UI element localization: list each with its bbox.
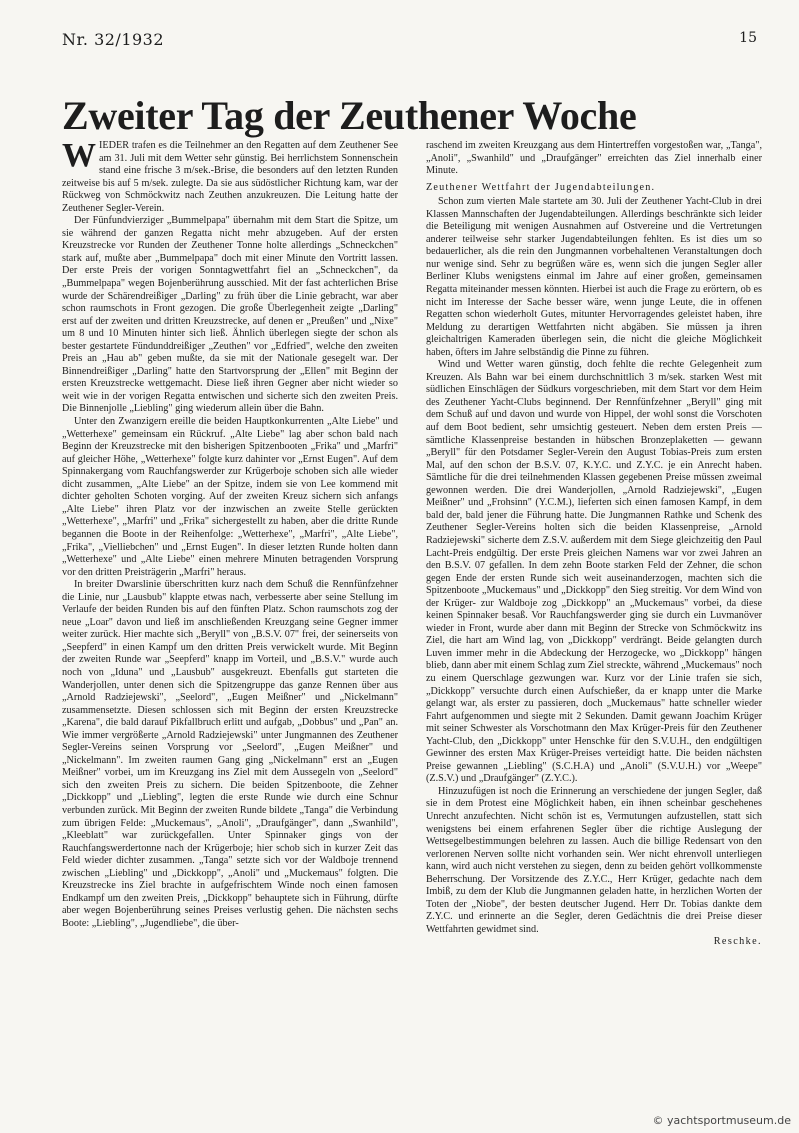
drop-cap: W [62,140,96,174]
page-number: 15 [739,30,757,46]
paragraph-4: In breiter Dwarslinie überschritten kurz nach dem Schuß die Rennfünfzehner die Linie, nur „Lausbub" klappte etwas nach, verbesserte aber seine Stellung im Verlaufe der beiden Runden bis auf den fünften Platz. Schon raumschots zog der neue „Loar" davon und ließ im anschließenden Kreuzgang seine Gegner immer weiter zurück. Hier machte sich „Beryll" von „B.S.V. 07" frei, der seinerseits von „Seepferd" in einen Kampf um den dritten Preis verwickelt wurde. Mit Beginn der zweiten Runde war „Seepferd" knapp im Vorteil, und „B.S.V." wurde auch noch von „Iduna" und „Lausbub" ausgekreuzt. Ebenfalls gut starteten die Wanderjollen, unter denen sich die Spitzengruppe das ganze Rennen über aus „Arnold Radziejewski", „Seelord", „Eugen Meißner" und „Nickelmann" zusammensetzte. Diesen schlossen sich mit Beginn der ersten Kreuzstrecke „Karena", die bald darauf Pikfallbruch erlitt und aufgab, „Dobbus" und „Pan" an. Wie immer vergrößerte „Arnold Radziejewski" unter Jungmannen des Zeuthener Segler-Vereins seinen Vorsprung vor „Seelord", „Eugen Meißner" und „Nickelmann". Im zweiten raumen Gang ging „Nickelmann" erst an „Eugen Meißner" vorbei, um im Kreuzgang ins Ziel mit dem Aussegeln von „Seelord" sich den zweiten Preis zu sichern. Die beiden Spitzenboote, die Zehner „Dickkopp" und „Liebling", legten die erste Runde wie durch eine Schnur verbunden zurück. Mit Beginn der zweiten Runde bildete „Tanga" die Verbindung zum übrigen Felde: „Muckemaus", „Anoli", „Draufgänger", dann „Swanhild", „Kleeblatt" war zurückgefallen. Unter Spinnaker gings von der Rauchfangswerdertonne nach der Krügerboje; hier schob sich in kurzer Zeit das Feld wieder dichter zusammen. „Tanga" setzte sich vor der Waldboje trennend zwischen „Liebling" und „Dickkopp", „Anoli" und „Muckemaus" folgten. Die Kreuzstrecke ins Ziel brachte in aufgefrischtem Winde noch einen famosen Endkampf um den zweiten Preis, „Dickkopp" behauptete sich in Führung, dürfte aber wegen Bojenberührung seines Preises verlustig gehen. Die nächsten sechs Boote: „Liebling", „Jugendliebe", die über- [62,579,398,929]
paragraph-2: Der Fünfundvierziger „Bummelpapa" übernahm mit dem Start die Spitze, um sie während der ganzen Regatta nicht mehr abzugeben. Auf der ersten Kreuzstrecke vor Runden der Zeuthener Tonne holte allerdings „Schneckchen" stark auf, mußte aber „Bummelpapa" doch mit einer Minute den Vortritt lassen. Der erste Preis der vorigen Sonntagwettfahrt fiel an „Schneckchen", da „Bummelpapa" wegen Bojenberührung ausschied. Mit der fast achterlichen Brise wurde der Schärendreißiger „Darling" zu früh über die Linie gebracht, war aber schon raumschots in Front gezogen. Die große Überlegenheit zeigte „Darling" erst auf der zweiten und dritten Kreuzstrecke, auf denen er „Preußen" und „Nixe" um 8 und 10 Minuten hinter sich ließ. Ähnlich überlegen siegte der schon als bester gestartete Fündunddreißiger „Zeuthen" vor „Edfried", welche den zweiten Preis an „Hau ab" geben mußte, da sie mit der Nationale gesegelt war. Der Binnendreißiger „Darling" hatte den Startvorsprung der „Ellen" mit Beginn der ersten Kreuzstrecke wettgemacht. Diese ließ ihren Gegner aber nicht wieder so weit wie in der vorigen Regatta entwischen und sicherte sich den zweiten Preis. Die Binnenjolle „Liebling" ging wiederum allein über die Bahn. [62,215,398,415]
paragraph-6: Schon zum vierten Male startete am 30. Juli der Zeuthener Yacht-Club in drei Klassen Mannschaften der Jugendabteilungen. Allerdings beschränkte sich leider die Beteiligung mit wenigen Ausnahmen auf Ostvereine und die Vertretungen anderer teilweise sehr starker Jugendabteilungen fehlten. Es ist dies um so bedauerlicher, als die rein den Jungmannen vorbehaltenen Veranstaltungen doch nur wenige sind. Sehr zu begrüßen wäre es, wenn sich die jungen Segler aller Berliner Klubs wenigstens einmal im Jahre auf einer großen, gemeinsamen Regatta miteinander messen könnten. Hierbei ist auch die Frage zu erörtern, ob es nicht im Interesse der Sache besser wäre, wenn junge Leute, die in offenen Regatten schon wiederholt Gutes, mitunter Hervorragendes geleistet haben, ihre Meldung zu derartigen Wettfahrten nicht abgäben. Sie müssen ja ihren gleichaltrigen Kameraden überlegen sein, die nicht die gleiche Möglichkeit haben, öfters im Jahre selbständig die Pinne zu führen. [426,196,762,358]
paragraph-7: Wind und Wetter waren günstig, doch fehlte die rechte Gelegenheit zum Kreuzen. Als Bahn war bei einem durchschnittlich 3 m/sek. starken West mit südlichen Einschlägen der Südkurs vorgeschrieben, mit dem Start vor dem Heim des Zeuthener Yacht-Clubs beginnend. Der Rennfünfzehner „Beryll" ging mit dem Schuß auf und davon und wurde von Hippel, der wohl sonst die Vorschoten auf dem Boot bedient, sehr umsichtig gesteuert. Neben dem ersten Preis — sämtliche Klassenpreise bestanden in hübschen Bronzeplaketten — gewann „Beryll" für den Potsdamer Segler-Verein den August Tobias-Preis zum ersten Mal, auf den schon der B.S.V. 07, K.Y.C. und Z.Y.C. je ein Anrecht haben. Sämtliche für die drei teilnehmenden Klassen gegebenen Preise müssen zweimal gewonnen werden. Die drei Wanderjollen, „Arnold Radziejewski", „Eugen Meißner" und „Frohsinn" (Y.C.M.), lieferten sich einen famosen Kampf, in dem bald der, bald jener die Führung hatte. Die Jungmannen Rathke und Schenk des Zeuthener Segler-Vereins holten sich die beiden Klassenpreise, „Arnold Radziejewski" sicherte dem Z.S.V. außerdem mit dem Siege gleichzeitig den Paul Lacht-Preis endgültig. Der erste Preis gleichen Namens war vor zwei Jahren an den B.S.V. 07 gefallen. In dem zehn Boote starken Feld der Zehner, die schon gegen Ende der ersten Runde sich weit auseinanderzogen, machten sich die Spitzenboote „Muckemaus" und „Dickkopp" den Sieg streitig. Vor dem Wind von der Krüger- zur Waldboje zog „Dickkopp" an „Muckemaus" vorbei, da diese keinen Spinnaker besaß. Vor Rauchfangswerder ging sie durch ein Luvmanöver wieder in Front, wurde aber dann mit Beginn der Strecke von Schmöckwitz ins Ziel, die hart am Wind lag, von „Dickkopp" verdrängt. Beide gelangten durch Luven immer mehr in die Abdeckung der Herzogecke, wo „Dickkopp" hängen blieb, dann aber mit einem Schlag zum Ziel streckte, während „Muckemaus" noch zu einem Querschlage gezwungen war. Kurz vor der Linie trafen sie sich, „Dickkopp" versuchte durch einen Aufschießer, da er knapp unter die Marke gelangt war, als erster zu passieren, doch „Muckemaus" hatte schneller wieder Fahrt aufgenommen und siegte mit 2 Sekunden. Damit gewann Joachim Krüger mit seiner Schwester als Vorschotmann den Max Krüger-Preis für den Zeuthener Yacht-Club, den „Dickkopp" unter Henschke für den S.V.U.H., den endgültigen Gewinner des ersten Max Krüger-Preises verteidigt hatte. Die beiden nächsten Preise gewannen „Liebling" (S.C.H.A) und „Anoli" (S.V.U.H.) vor „Weepe" (Z.S.V.) und „Draufgänger" (Z.Y.C.). [426,359,762,785]
paragraph-8: Hinzuzufügen ist noch die Erinnerung an verschiedene der jungen Segler, daß sie in dem Protest eine Möglichkeit haben, ein ihnen scheinbar geschehenes Unrecht anzufechten. Nicht schön ist es, Vermutungen aufzustellen, statt sich wenigstens bei einem erfahrenen Segler über die richtige Auslegung der Wettsegelbestimmungen belehren zu lassen. Auch die billige Redensart von den verlorenen Nerven sollte nicht vorhanden sein. Wer nicht ehrenvoll unterliegen kann, wird auch nicht verstehen zu siegen, denn zu beiden gehört vollkommenste Beherrschung. Der Vorsitzende des Z.Y.C., Herr Krüger, gedachte nach dem Imbiß, zu dem der Klub die Jungmannen geladen hatte, in herzlichen Worten der Toten der „Niobe", der besten deutscher Jugend. Herr Dr. Tobias dankte dem Z.Y.C. und erinnerte an die Segler, deren Gedächtnis die drei Preise dieser Wettfahrten gewidmet sind. [426,785,762,935]
left-column [62,140,398,1085]
issue-number: Nr. 32/1932 [62,30,165,49]
paragraph-3: Unter den Zwanzigern ereille die beiden Hauptkonkurrenten „Alte Liebe" und „Wetterhexe" gemeinsam ein Rückruf. „Alte Liebe" lag aber schon bald nach Beginn der Kreuzstrecke mit den bisherigen Spitzenbooten „Frika" und „Marfri" auf gleicher Höhe, „Wetterhexe" folgte kurz dahinter vor „Ernst Eugen". Auf dem Spinnakergang vom Rauchfangswerder zur Krügerboje schoben sich alle wieder dicht zusammen, „Alte Liebe" an der Spitze, indem sie von Lee kommend mit dichter geholten Schoten vorging. Auf der zweiten Kreuz sichern sich anfangs „Alte Liebe" ihren Platz vor der inzwischen an zweite Stelle gerückten „Wetterhexe", „Marfri" und „Frika" sichergestellt zu haben, aber die dritte Runde begannen die Boote in der Reihenfolge: „Wetterhexe", „Marfri", „Alte Liebe", „Frika", „Vielliebchen" und „Ernst Eugen". In dieser letzten Runde holten dann „Wetterhexe" und „Alte Liebe" einen mehrere Minuten betragenden Vorsprung vor den dritten Preisträgerin „Marfri" heraus. [62,416,398,578]
author-signature: Reschke. [713,936,762,948]
article-title: Zweiter Tag der Zeuthener Woche [62,93,637,138]
paragraph-5: raschend im zweiten Kreuzgang aus dem Hintertreffen vorgestoßen war, „Tanga", „Anoli", „Swanhild" und „Draufgänger" erreichten das Ziel innerhalb einer Minute. [426,140,762,177]
paragraph-1: WIEDER trafen es die Teilnehmer an den Regatten auf dem Zeuthener See am 31. Juli mit dem Wetter sehr günstig. Bei herrlichstem Sonnenschein stand eine frische 3 m/sek.-Brise, die besonders auf den letzten Runden zeitweise bis auf 5 m/sek. zulegte. Da sie aus südöstlicher Richtung kam, war der Rückweg von Schmöckwitz nach Zeuthen anzukreuzen. Die Leitung hatte der Zeuthener Segler-Verein. [62,140,398,214]
right-column [426,140,762,1085]
section-subheading: Zeuthener Wettfahrt der Jugendabteilungen. [426,181,656,193]
watermark: © yachtsportmuseum.de [652,1114,791,1127]
